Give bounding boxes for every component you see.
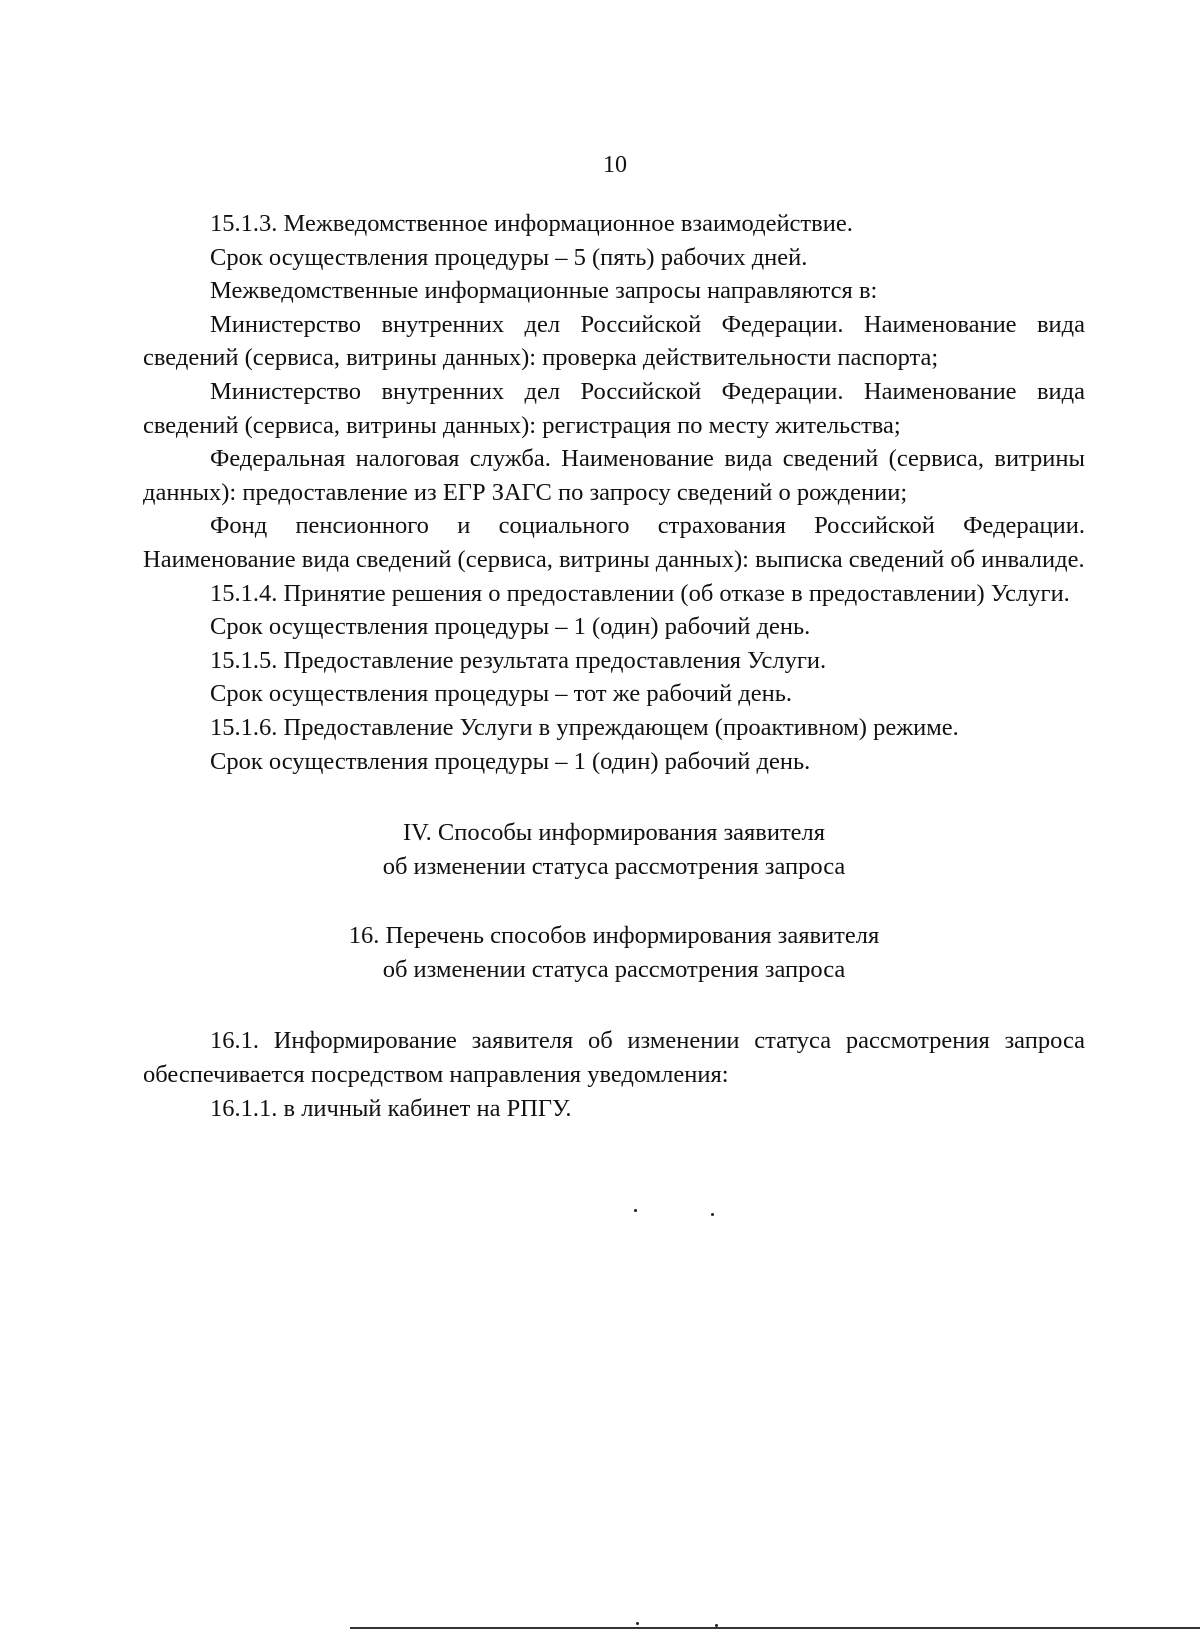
paragraph-15-1-3: 15.1.3. Межведомственное информационное взаимодействие. — [210, 210, 853, 237]
paragraph-requests-sent-to: Межведомственные информационные запросы направляются в: — [210, 277, 878, 305]
paragraph-16-1-1: 16.1.1. в личный кабинет на РПГУ. — [210, 1094, 572, 1122]
paragraph-15-1-4: 15.1.4. Принятие решения о предоставлении (об отказе в предоставлении) Услуги. — [210, 579, 1070, 607]
paragraph-16-1: 16.1. Информирование заявителя об изменении статуса рассмотрения запроса обеспечивается посредством направления уведомления: — [143, 1027, 1085, 1089]
paragraph-deadline-1-day-proactive: Срок осуществления процедуры – 1 (один) рабочий день. — [210, 747, 811, 775]
paragraph-fns-zags: Федеральная налоговая служба. Наименование вида сведений (сервиса, витрины данных): предоставление из ЕГР ЗАГС по запросу сведений о рождении; — [143, 445, 1085, 506]
section-heading-line-1: IV. Способы информирования заявителя — [402, 819, 826, 847]
paragraph-15-1-5: 15.1.5. Предоставление результата предоставления Услуги. — [210, 646, 827, 674]
subsection-heading-line-1: 16. Перечень способов информирования заявителя — [348, 922, 880, 950]
scan-speck — [636, 1622, 639, 1625]
scan-speck — [711, 1213, 714, 1216]
paragraph-deadline-5-days: Срок осуществления процедуры – 5 (пять) рабочих дней. — [210, 243, 808, 271]
scan-speck — [634, 1209, 637, 1212]
section-heading-iv — [143, 816, 1085, 883]
paragraph-15-1-6: 15.1.6. Предоставление Услуги в упреждающем (проактивном) режиме. — [210, 713, 959, 741]
paragraph-deadline-1-day: Срок осуществления процедуры – 1 (один) рабочий день. — [210, 613, 811, 641]
page-number: 10 — [603, 152, 627, 178]
paragraph-mvd-passport: Министерство внутренних дел Российской Федерации. Наименование вида сведений (сервиса, витрины данных): проверка действительности паспорта; — [143, 310, 1085, 372]
section-heading-line-2: об изменении статуса рассмотрения запроса — [382, 852, 846, 880]
paragraph-deadline-same-day: Срок осуществления процедуры – тот же рабочий день. — [210, 680, 792, 708]
scan-edge-line — [350, 1627, 1200, 1629]
paragraph-sfr-disability: Фонд пенсионного и социального страхования Российской Федерации. Наименование вида сведений (сервиса, витрины данных): выписка сведений об инвалиде. — [143, 512, 1085, 573]
subsection-heading-line-2: об изменении статуса рассмотрения запроса — [382, 955, 846, 983]
paragraph-mvd-registration: Министерство внутренних дел Российской Федерации. Наименование вида сведений (сервиса, витрины данных): регистрация по месту жительства; — [143, 377, 1085, 439]
document-body — [143, 207, 1085, 1125]
subsection-heading-16 — [143, 919, 1085, 986]
